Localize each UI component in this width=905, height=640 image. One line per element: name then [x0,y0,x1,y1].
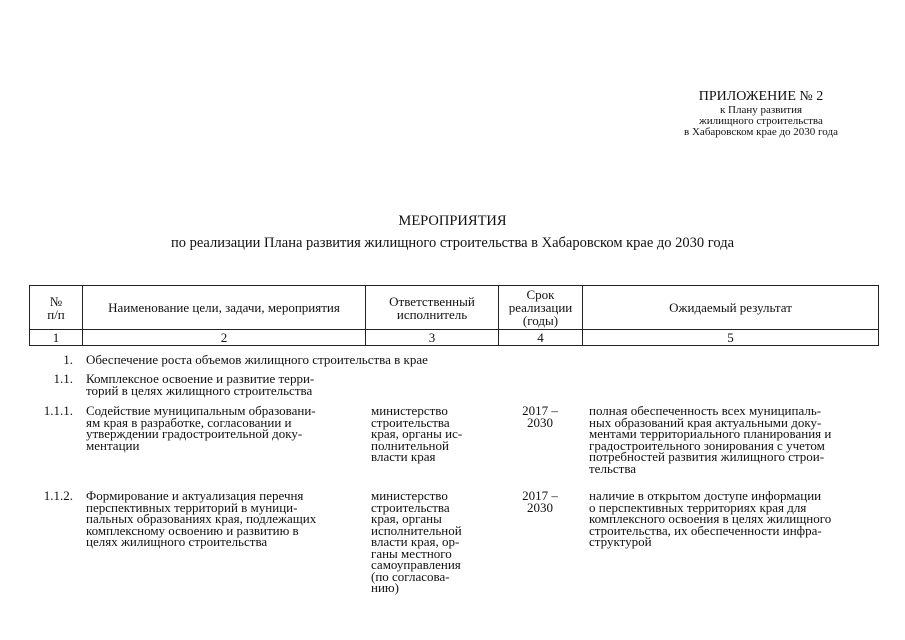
table-row [29,490,878,594]
row-result: наличие в открытом доступе информации о перспективных территориях края для комплексного освоения в целях жилищного строительства, их обеспеченности инфра- структурой [589,488,832,549]
row-name: Комплексное освоение и развитие терри- торий в целях жилищного строительства [86,371,315,398]
row-term: 2017 – 2030 [522,403,558,430]
row-number: 1.1. [53,371,73,386]
table-row [29,405,878,490]
header-term: Срок реализации (годы) [499,286,583,330]
table-row [29,373,878,405]
row-responsible: министерство строительства края, органы исполнительной власти края, ор- ганы местного самоуправления (по согласова- нию) [371,488,462,595]
header-num: № п/п [30,286,83,330]
row-responsible [365,373,498,405]
row-result [582,373,878,405]
row-name: Содействие муниципальным образовани- ям края в разработке, согласовании и утверждении градостроительной доку- ментации [86,403,316,453]
appendix-block [620,88,902,138]
row-name: Обеспечение роста объемов жилищного строительства в крае [86,352,428,367]
table-header [29,285,879,346]
row-term [498,373,582,405]
row-term: 2017 – 2030 [522,488,558,515]
appendix-line-2: жилищного строительства [699,115,823,127]
row-result: полная обеспеченность всех муниципаль- ных образований края актуальными доку- ментами территориального планирования и градостроительного зонирования с учетом потребностей развития жилищного строи- тельства [589,403,832,476]
column-number-row [30,330,879,346]
appendix-line-1: к Плану развития [719,104,803,116]
appendix-line-3: в Хабаровском крае до 2030 года [684,126,838,138]
table-body [29,354,878,594]
row-name: Формирование и актуализация перечня перспективных территорий в муници- пальных образованиях края, подлежащих комплексному освоению и развитию в целях жилищного строительства [86,488,317,549]
document-title-block [0,212,905,252]
header-result: Ожидаемый результат [583,286,879,330]
column-number: 2 [83,330,366,346]
row-number: 1.1.2. [43,488,73,503]
header-responsible: Ответственный исполнитель [366,286,499,330]
document-title: МЕРОПРИЯТИЯ [398,213,507,229]
row-number: 1. [63,352,73,367]
appendix-heading: ПРИЛОЖЕНИЕ № 2 [698,89,824,104]
column-number: 3 [366,330,499,346]
column-number: 5 [583,330,879,346]
column-number: 4 [499,330,583,346]
column-number: 1 [30,330,83,346]
document-subtitle: по реализации Плана развития жилищного строительства в Хабаровском крае до 2030 года [170,235,735,251]
row-number: 1.1.1. [43,403,73,418]
header-row [30,286,879,330]
row-responsible: министерство строительства края, органы ис- полнительной власти края [371,403,463,464]
header-name: Наименование цели, задачи, мероприятия [83,286,366,330]
